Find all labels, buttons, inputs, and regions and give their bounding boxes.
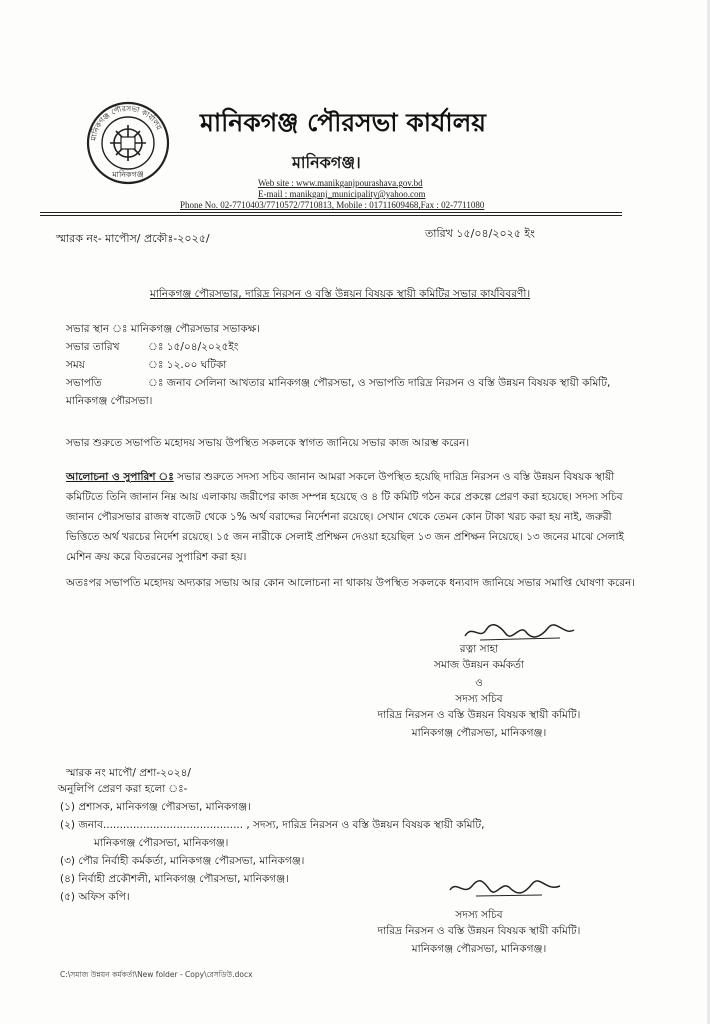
phone-line: Phone No. 02-7710403/7710572/7710813, Mobile : 01711609468,Fax : 02-7711080	[180, 200, 485, 210]
seal-bottom-text: মানিকগঞ্জ	[112, 170, 144, 179]
seal-arc-text: মানিকগঞ্জ পৌরসভা কার্যালয়	[88, 103, 164, 142]
copy-item-1: (১) প্রশাসক, মানিকগঞ্জ পৌরসভা, মানিকগঞ্জ।	[60, 801, 251, 813]
discussion-line-3: জানান পৌরসভার রাজস্ব বাজেট থেকে ১% অর্থ বরাদ্দের নির্দেশনা রয়েছে। সেখান থেকে তেমন কোন টাকা খরচ করা হয় নাই, জরুরী	[66, 511, 612, 523]
discussion-heading: আলোচনা ও সুপারিশ ঃ	[66, 471, 174, 483]
file-path-footer: C:\সমাজ উন্নয়ন কর্মকর্তা\New folder - Copy\রেসডিউ.docx	[60, 970, 253, 979]
copy-item-2-cont: মানিকগঞ্জ পৌরসভা, মানিকগঞ্জ।	[94, 837, 229, 849]
meeting-chair-label: সভাপতি	[66, 377, 102, 389]
copy-intro: অনুলিপি প্রেরণ করা হলো ঃ-	[58, 783, 188, 795]
signatory-1-title: সমাজ উন্নয়ন কর্মকর্তা	[434, 659, 524, 671]
discussion-line-5: মেশিন ক্রয় করে বিতরনের সুপারিশ করা হয়।	[66, 551, 247, 563]
signatory-1-committee: দারিদ্র নিরসন ও বস্তি উন্নয়ন বিষয়ক স্থায়ী কমিটি।	[377, 709, 581, 721]
discussion-line-2: কমিটিতে তিনি জানান নিম্ন আয় এলাকায় জরীপের কাজ সম্পন্ন হয়েছে ও ৪ টি কমিটি গঠন করে প্রকল্পে প্রেরণ করা হয়েছে। সদস্য সচিব	[66, 491, 623, 503]
meeting-date-value: ঃ ১৫/০৪/২০২৫ইং	[148, 341, 239, 353]
memo-date: তারিখ ১৫/০৪/২০২৫ ইং	[425, 227, 535, 240]
signatory-2-committee: দারিদ্র নিরসন ও বস্তি উন্নয়ন বিষয়ক স্থায়ী কমিটি।	[377, 925, 581, 937]
signatory-1-role: সদস্য সচিব	[455, 693, 503, 705]
meeting-chair-value: ঃ জনাব সেলিনা আখতার মানিকগঞ্জ পৌরসভা, ও সভাপতি দারিদ্র নিরসন ও বস্তি উন্নয়ন বিষয়ক স্থায়ী কমিটি,	[148, 377, 611, 389]
municipality-seal-icon	[84, 95, 172, 195]
meeting-time-value: ঃ ১২.০০ ঘটিকা	[148, 359, 227, 371]
header-divider-thin	[40, 215, 622, 216]
discussion-paragraph	[66, 466, 614, 488]
signature-2-icon	[446, 876, 566, 902]
meeting-time-label: সময়	[66, 359, 85, 371]
opening-statement: সভার শুরুতে সভাপতি মহোদয় সভায় উপস্থিত সকলকে স্বাগত জানিয়ে সভার কাজ আরম্ভ করেন।	[66, 437, 470, 449]
copy-item-4: (৪) নির্বাহী প্রকৌশলী, মানিকগঞ্জ পৌরসভা, মানিকগঞ্জ।	[60, 873, 289, 885]
signatory-1-name: রত্না সাহা	[459, 643, 499, 655]
meeting-venue: সভার স্থান ঃ মানিকগঞ্জ পৌরসভার সভাকক্ষ।	[66, 323, 261, 335]
signatory-2-org: মানিকগঞ্জ পৌরসভা, মানিকগঞ্জ।	[411, 943, 547, 955]
discussion-line-1: সভার শুরুতে সদস্য সচিব জানান আমরা সকলে উপস্থিত হয়েছি দারিদ্র নিরসন ও বস্তি উন্নয়ন বিষয়ক স্থায়ী	[173, 471, 615, 483]
signatory-2-role: সদস্য সচিব	[455, 909, 503, 921]
meeting-chair-continued: মানিকগঞ্জ পৌরসভা।	[66, 395, 153, 407]
copy-reference: স্মারক নং মাপৌ/ প্রশা-২০২৪/	[66, 767, 191, 779]
office-subtitle: মানিকগঞ্জ।	[292, 153, 361, 172]
copy-item-3: (৩) পৌর নির্বাহী কর্মকর্তা, মানিকগঞ্জ পৌরসভা, মানিকগঞ্জ।	[60, 855, 305, 867]
header-divider	[40, 212, 622, 213]
email-line: E-mail : manikganj_municipality@yahoo.com	[258, 189, 426, 199]
copy-item-2: (২) জনাব.......................................... , সদস্য, দারিদ্র নিরসন ও বস্তি উন্নয়ন বিষয়ক স্থায়ী কমিটি,	[60, 819, 485, 831]
closing-statement: অতঃপর সভাপতি মহোদয় অদ্যকার সভায় আর কোন আলোচনা না থাকায় উপস্থিত সকলকে ধন্যবাদ জানিয়ে সভার সমাপ্তি ঘোষণা করেন।	[66, 577, 636, 589]
discussion-line-4: ভিত্তিতে অর্থ খরচের নির্দেশ রয়েছে। ১৫ জন নারীকে সেলাই প্রশিক্ষন দেওয়া হয়েছিল ১৩ জন প্রশিক্ষন নিয়েছে। ১৩ জনের মাঝে সেলাই	[66, 531, 624, 543]
website-line: Web site : www.manikganjpourashava.gov.bd	[258, 178, 423, 188]
memo-reference: স্মারক নং- মাপৌস/ প্রকৌঃ-২০২৫/	[56, 232, 210, 245]
office-title: মানিকগঞ্জ পৌরসভা কার্যালয়	[200, 108, 487, 137]
document-title: মানিকগঞ্জ পৌরসভার, দারিদ্র নিরসন ও বস্তি উন্নয়ন বিষয়ক স্থায়ী কমিটির সভার কার্যবিবরণী।	[150, 288, 531, 300]
copy-item-5: (৫) অফিস কপি।	[60, 891, 130, 903]
signatory-1-org: মানিকগঞ্জ পৌরসভা, মানিকগঞ্জ।	[411, 727, 547, 739]
signatory-1-and: ও	[475, 677, 483, 689]
meeting-date-label: সভার তারিখ	[66, 341, 120, 353]
